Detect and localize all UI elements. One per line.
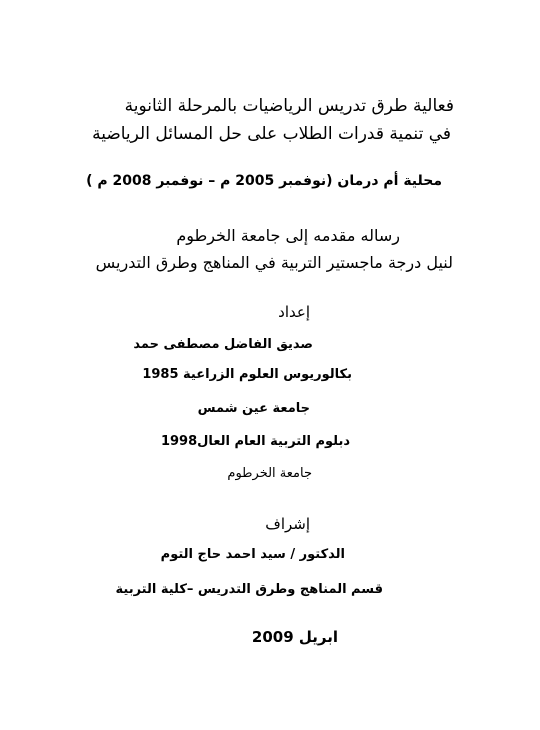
university-khartoum: جامعة الخرطوم [227, 466, 312, 481]
author-name: صديق الفاضل مصطفى حمد [133, 337, 313, 352]
prepared-by-label: إعداد [278, 303, 310, 321]
thesis-title-line-2: في تنمية قدرات الطلاب على حل المسائل الرياضية [92, 124, 451, 144]
supervisor-name: الدكتور / سيد احمد حاج التوم [160, 547, 345, 562]
submission-date: ابريل 2009 [251, 628, 338, 646]
degree-diploma: دبلوم التربية العام العال1998 [160, 434, 350, 449]
supervision-label: إشراف [265, 515, 310, 533]
thesis-statement-line-2: لنيل درجة ماجستير التربية في المناهج وطرق التدريس [95, 253, 453, 272]
thesis-statement-line-1: رساله مقدمه إلى جامعة الخرطوم [176, 226, 400, 245]
thesis-title-line-1: فعالية طرق تدريس الرياضيات بالمرحلة الثانوية [124, 96, 454, 116]
degree-bachelor: بكالوريوس العلوم الزراعية 1985 [142, 367, 352, 382]
locality-period: محلية أم درمان (نوفمبر 2005 م – نوفمبر 2008 م ) [86, 173, 442, 189]
university-ain-shams: جامعة عين شمس [197, 401, 310, 416]
department-faculty: قسم المناهج وطرق التدريس –كلية التربية [115, 582, 383, 597]
